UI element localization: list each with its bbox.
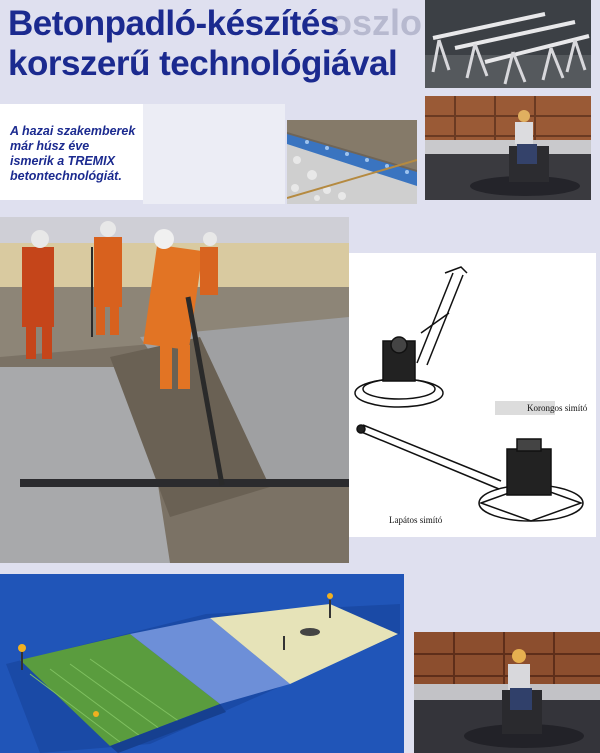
intro-line-3: ismerik a TREMIX [10,154,115,168]
intro-line-2: már húsz éve [10,139,90,153]
intro-line-1: A hazai szakemberek [10,124,136,138]
background-page-text: oszlo [330,2,423,43]
intro-text [10,124,145,184]
photo-workers-concrete [0,217,349,563]
caption-disc-trowel: Korongos simító [527,403,588,413]
photo-ride-on-trowel-top [425,96,591,200]
intro-line-4: betontechnológiát. [10,169,122,183]
photo-edge-profile [287,120,417,204]
trowel-drawings [349,253,596,537]
title-line-1: Betonpadló-készítés [8,4,339,43]
diagram-floor-process [0,574,404,753]
illustration-trowel-machines [349,253,596,537]
intro-box-ext [143,104,285,204]
title-line-2: korszerű technológiával [8,44,398,83]
photo-ride-on-trowel-bottom [414,632,600,753]
page-title [8,4,428,84]
caption-blade-trowel: Lapátos simító [389,515,443,525]
photo-formwork-stands [425,0,591,88]
